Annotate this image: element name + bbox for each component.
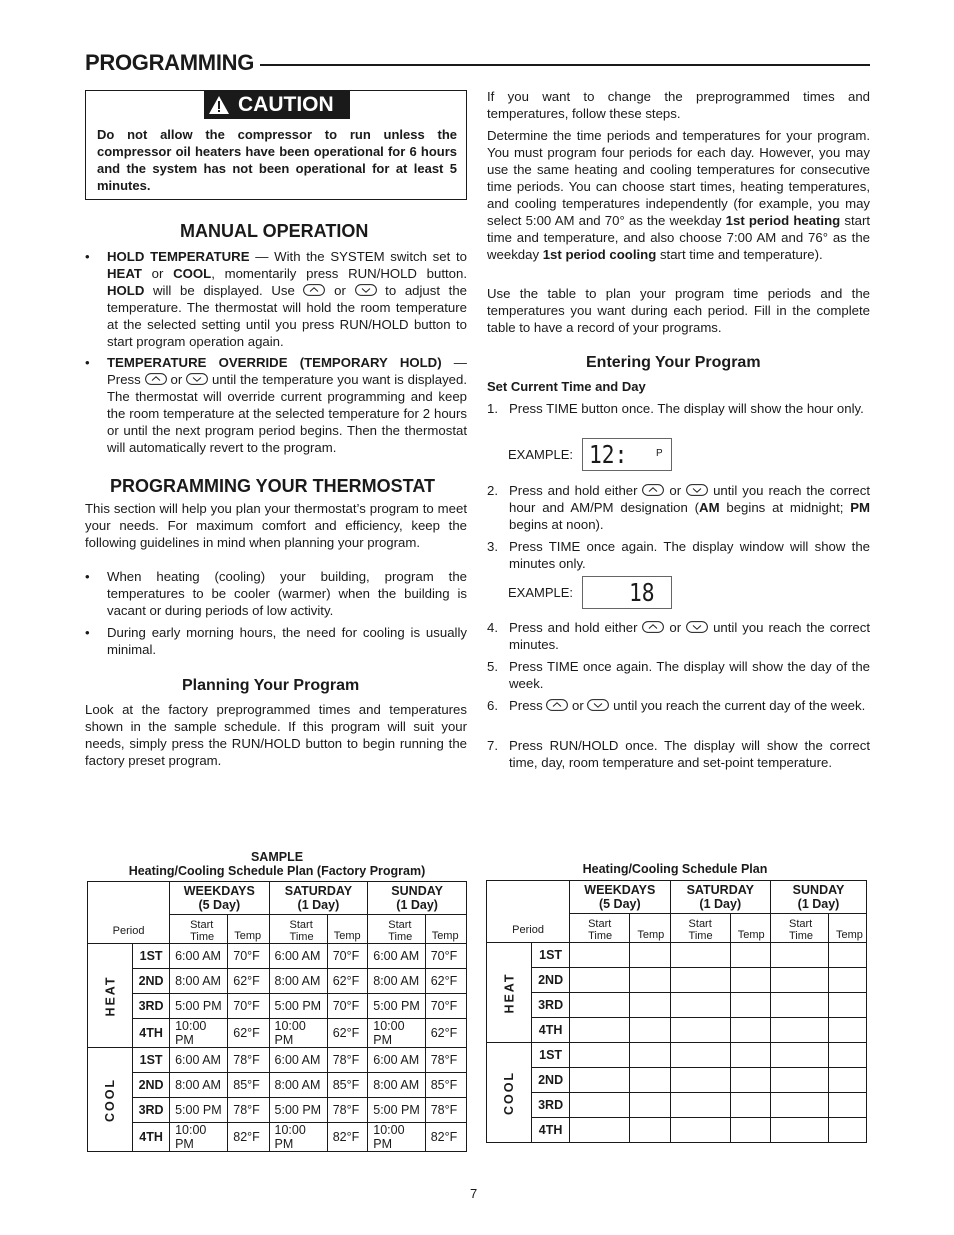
bullet: • (85, 355, 90, 370)
override-label: TEMPERATURE OVERRIDE (TEMPORARY HOLD) (107, 355, 442, 370)
am-label: AM (699, 500, 720, 515)
lcd-display-hour (582, 438, 672, 471)
table-cell: 62°F (327, 1019, 368, 1048)
saturday-header (269, 882, 368, 915)
header-line: SUNDAY (391, 884, 443, 898)
period-cell: 1ST (133, 944, 170, 969)
header-line: Start (688, 918, 712, 930)
text: begins at noon). (509, 517, 604, 532)
table-cell: 10:00 PM (368, 1123, 425, 1152)
text: until you reach the current day of the week. (609, 698, 866, 713)
down-arrow-button-icon (186, 373, 208, 385)
table-cell: 8:00 AM (368, 1073, 425, 1098)
step-number: 3. (487, 539, 498, 554)
table-cell: 6:00 AM (170, 1048, 228, 1073)
period-cell: 4TH (532, 1118, 570, 1143)
caution-label: CAUTION (238, 93, 334, 116)
blank-cell[interactable] (828, 1093, 866, 1118)
caution-banner (204, 91, 350, 119)
cool-text: COOL (103, 1077, 118, 1122)
table-cell: 5:00 PM (170, 1098, 228, 1123)
header-line: (1 Day) (396, 898, 438, 912)
start-time-header (368, 915, 425, 944)
text: until the temperature you want is displayed. The thermostat will override current programming and keep the room temperature at the selected temperature for 2 hours or until the next program period begins. Then the thermostat will automatically revert to the program. (107, 372, 467, 455)
heat-label (487, 943, 532, 1043)
blank-cell[interactable] (630, 1018, 670, 1043)
table-cell: 6:00 AM (170, 944, 228, 969)
guideline-text: When heating (cooling) your building, program the temperatures to be cooler (warmer) when the building is vacant or during periods of low activity. (107, 569, 467, 618)
bullet: • (85, 625, 90, 640)
start-time-header (771, 914, 829, 943)
step-number: 5. (487, 659, 498, 674)
period-cell: 1ST (532, 1043, 570, 1068)
period-cell: 2ND (133, 969, 170, 994)
blank-cell[interactable] (828, 1018, 866, 1043)
blank-cell[interactable] (670, 1018, 730, 1043)
blank-cell[interactable] (630, 1093, 670, 1118)
text: Press (509, 698, 547, 713)
table-cell: 85°F (228, 1073, 269, 1098)
table-cell: 78°F (425, 1048, 466, 1073)
period-cell: 2ND (532, 1068, 570, 1093)
sample-table-caption (88, 850, 466, 878)
table-cell: 5:00 PM (269, 1098, 327, 1123)
blank-cell[interactable] (828, 1043, 866, 1068)
table-cell: 5:00 PM (170, 994, 228, 1019)
temp-header: Temp (425, 915, 466, 944)
blank-cell[interactable] (630, 1118, 670, 1143)
header-line: WEEKDAYS (183, 884, 255, 898)
header-line: Time (289, 931, 314, 943)
guideline-text: During early morning hours, the need for cooling is usually minimal. (107, 625, 467, 657)
blank-cell[interactable] (828, 993, 866, 1018)
blank-cell[interactable] (771, 1043, 829, 1068)
blank-cell[interactable] (771, 1018, 829, 1043)
period-cell: 3RD (532, 993, 570, 1018)
step-1 (487, 400, 870, 417)
down-arrow-button-icon (686, 621, 708, 633)
step-number: 1. (487, 401, 498, 416)
text: or (664, 483, 687, 498)
table-cell: 78°F (327, 1048, 368, 1073)
blank-cell[interactable] (828, 1118, 866, 1143)
blank-cell[interactable] (828, 1068, 866, 1093)
blank-cell[interactable] (670, 943, 730, 968)
blank-cell[interactable] (771, 1093, 829, 1118)
temp-header: Temp (228, 915, 269, 944)
text: — Press (107, 355, 467, 387)
table-cell: 62°F (327, 969, 368, 994)
cool-text: COOL (502, 1070, 517, 1115)
text: until you reach the correct minutes. (509, 620, 870, 652)
step-number: 7. (487, 738, 498, 753)
table-cell: 8:00 AM (170, 969, 228, 994)
period-cell: 1ST (133, 1048, 170, 1073)
blank-cell[interactable] (570, 968, 630, 993)
header-line: WEEKDAYS (584, 883, 656, 897)
step-6 (487, 697, 870, 714)
text: to adjust the temperature. The thermostat will hold the room temperature at the selected setting until you press RUN/HOLD button to start program operation again. (107, 283, 468, 349)
blank-cell[interactable] (771, 1068, 829, 1093)
temp-header: Temp (630, 914, 670, 943)
lcd-pm-indicator: P (656, 448, 663, 459)
header-line: Time (588, 930, 613, 942)
table-cell: 10:00 PM (368, 1019, 425, 1048)
heat-label (88, 944, 133, 1048)
page-number: 7 (470, 1186, 478, 1201)
planning-heading: Planning Your Program (182, 677, 360, 694)
cool-label: COOL (173, 266, 212, 281)
text: start time and temperature). (656, 247, 823, 262)
example-label: EXAMPLE: (508, 585, 574, 600)
blank-cell[interactable] (771, 943, 829, 968)
blank-cell[interactable] (730, 1018, 770, 1043)
blank-cell[interactable] (570, 1118, 630, 1143)
step-text: Press RUN/HOLD once. The display will show the correct time, day, room temperature and set-point temperature. (509, 738, 870, 770)
blank-cell[interactable] (630, 968, 670, 993)
blank-cell[interactable] (771, 1118, 829, 1143)
period-cell: 3RD (532, 1093, 570, 1118)
text: or (325, 283, 355, 298)
blank-cell[interactable] (730, 943, 770, 968)
text: or (141, 266, 174, 281)
warning-icon (208, 95, 230, 115)
blank-cell[interactable] (828, 968, 866, 993)
title-rule (260, 64, 870, 66)
pm-label: PM (850, 500, 871, 515)
header-line: Time (789, 930, 814, 942)
table-cell: 6:00 AM (368, 944, 425, 969)
period-cell: 4TH (532, 1018, 570, 1043)
header-line: (1 Day) (797, 897, 840, 911)
table-cell: 6:00 AM (368, 1048, 425, 1073)
cool-label (487, 1043, 532, 1143)
down-arrow-button-icon (355, 284, 377, 296)
step-2 (487, 482, 870, 533)
saturday-header (670, 881, 770, 914)
lcd-digits: 18 (629, 578, 655, 607)
period-cell: 4TH (133, 1019, 170, 1048)
text: , momentarily press RUN/HOLD button. (211, 266, 467, 281)
step-5 (487, 658, 870, 692)
up-arrow-button-icon (145, 373, 167, 385)
text: Press and hold either (509, 620, 643, 635)
header-line: SATURDAY (284, 884, 353, 898)
programming-heading: PROGRAMMING YOUR THERMOSTAT (110, 476, 435, 496)
header-line: (5 Day) (598, 897, 641, 911)
blank-cell[interactable] (630, 993, 670, 1018)
text: or (664, 620, 687, 635)
table-cell: 5:00 PM (269, 994, 327, 1019)
step-number: 4. (487, 620, 498, 635)
blank-cell[interactable] (670, 1118, 730, 1143)
text: Press and hold either (509, 483, 643, 498)
step-4 (487, 619, 870, 653)
use-table-paragraph: Use the table to plan your program time periods and the temperatures you want during each period. Fill in the complete table to have a record of your programs. (487, 286, 870, 335)
header-line: (1 Day) (297, 898, 340, 912)
weekdays-header (170, 882, 269, 915)
caption-line: SAMPLE (250, 850, 304, 864)
planning-text: Look at the factory preprogrammed times and temperatures shown in the sample schedule. If this program will suit your needs, simply press the RUN/HOLD button to begin running the factory preset program. (85, 702, 467, 768)
weekdays-header (570, 881, 670, 914)
table-cell: 82°F (327, 1123, 368, 1152)
heat-text: HEAT (103, 974, 118, 1017)
cool-label (88, 1048, 133, 1152)
table-cell: 78°F (425, 1098, 466, 1123)
blank-cell[interactable] (828, 943, 866, 968)
lcd-digits: 12: (589, 440, 628, 469)
table-cell: 70°F (228, 944, 269, 969)
step-3 (487, 538, 870, 572)
hold-temperature-label: HOLD TEMPERATURE (107, 249, 250, 264)
start-time-header (670, 914, 730, 943)
page-title: PROGRAMMING (85, 50, 255, 75)
blank-cell[interactable] (771, 968, 829, 993)
blank-cell[interactable] (570, 943, 630, 968)
blank-cell[interactable] (570, 1018, 630, 1043)
up-arrow-button-icon (546, 699, 568, 711)
header-line: Start (588, 918, 612, 930)
blank-table-caption: Heating/Cooling Schedule Plan (582, 862, 768, 876)
step-text: Press TIME once again. The display will show the day of the week. (509, 659, 870, 691)
table-cell: 70°F (425, 944, 466, 969)
step-text: Press TIME button once. The display will show the hour only. (509, 401, 864, 416)
blank-cell[interactable] (670, 1068, 730, 1093)
blank-cell[interactable] (570, 1068, 630, 1093)
period-cell: 3RD (133, 1098, 170, 1123)
table-cell: 70°F (228, 994, 269, 1019)
blank-cell[interactable] (670, 1093, 730, 1118)
table-cell: 8:00 AM (269, 969, 327, 994)
blank-cell[interactable] (730, 1118, 770, 1143)
period-cell: 3RD (133, 994, 170, 1019)
caption-line: Heating/Cooling Schedule Plan (Factory Program) (128, 864, 426, 878)
step-number: 6. (487, 698, 498, 713)
table-cell: 70°F (425, 994, 466, 1019)
header-line: Time (388, 931, 413, 943)
table-cell: 62°F (228, 1019, 269, 1048)
header-line: SATURDAY (686, 883, 754, 897)
temp-header: Temp (327, 915, 368, 944)
blank-cell[interactable] (570, 1093, 630, 1118)
programming-intro: This section will help you plan your thermostat’s program to meet your needs. For maximum comfort and efficiency, keep the following guidelines in mind when planning your program. (85, 501, 467, 550)
table-cell: 6:00 AM (269, 944, 327, 969)
guideline-item (85, 624, 467, 658)
blank-cell[interactable] (570, 1043, 630, 1068)
header-line: Time (688, 930, 713, 942)
table-cell: 6:00 AM (269, 1048, 327, 1073)
table-cell: 82°F (425, 1123, 466, 1152)
header-line: Start (190, 919, 214, 931)
caution-box (85, 90, 467, 200)
text: will be displayed. Use (144, 283, 304, 298)
period-header: Period (88, 882, 170, 944)
temp-header: Temp (828, 914, 866, 943)
bullet: • (85, 249, 90, 264)
emphasis: 1st period heating (725, 213, 841, 228)
text: or (166, 372, 187, 387)
down-arrow-button-icon (587, 699, 609, 711)
header-line: (5 Day) (198, 898, 241, 912)
blank-cell[interactable] (570, 993, 630, 1018)
table-cell: 78°F (327, 1098, 368, 1123)
blank-cell[interactable] (771, 993, 829, 1018)
heat-label: HEAT (107, 266, 142, 281)
start-time-header (170, 915, 228, 944)
table-cell: 62°F (228, 969, 269, 994)
blank-cell[interactable] (730, 1043, 770, 1068)
table-cell: 8:00 AM (170, 1073, 228, 1098)
sample-schedule-table (87, 881, 467, 1152)
start-time-header (570, 914, 630, 943)
table-cell: 10:00 PM (170, 1019, 228, 1048)
table-cell: 78°F (228, 1098, 269, 1123)
table-cell: 82°F (228, 1123, 269, 1152)
text: begins at midnight; (719, 500, 851, 515)
header-line: Start (789, 918, 813, 930)
blank-cell[interactable] (670, 1043, 730, 1068)
sunday-header (771, 881, 867, 914)
emphasis: 1st period cooling (542, 247, 657, 262)
hold-label: HOLD (107, 283, 145, 298)
text: until you reach the correct hour and AM/PM designation ( (509, 483, 870, 515)
entering-heading: Entering Your Program (586, 354, 761, 371)
table-cell: 8:00 AM (269, 1073, 327, 1098)
header-line: Start (289, 919, 313, 931)
down-arrow-button-icon (686, 484, 708, 496)
blank-cell[interactable] (670, 968, 730, 993)
blank-cell[interactable] (730, 1068, 770, 1093)
blank-cell[interactable] (670, 993, 730, 1018)
table-cell: 10:00 PM (269, 1123, 327, 1152)
period-cell: 4TH (133, 1123, 170, 1152)
heat-text: HEAT (502, 971, 517, 1014)
temperature-override-item (85, 354, 467, 456)
manual-operation-heading: MANUAL OPERATION (180, 221, 369, 241)
header-line: SUNDAY (792, 883, 845, 897)
table-cell: 78°F (228, 1048, 269, 1073)
period-cell: 1ST (532, 943, 570, 968)
blank-schedule-table (486, 880, 867, 1143)
hold-temperature-item (85, 248, 467, 350)
step-number: 2. (487, 483, 498, 498)
text: or (568, 698, 588, 713)
table-cell: 10:00 PM (170, 1123, 228, 1152)
blank-cell[interactable] (730, 1093, 770, 1118)
text: — With the SYSTEM switch set to (249, 249, 468, 264)
table-cell: 70°F (327, 944, 368, 969)
table-cell: 5:00 PM (368, 1098, 425, 1123)
header-line: (1 Day) (699, 897, 742, 911)
guideline-item (85, 568, 467, 619)
blank-cell[interactable] (730, 968, 770, 993)
table-cell: 70°F (327, 994, 368, 1019)
up-arrow-button-icon (642, 484, 664, 496)
period-cell: 2ND (532, 968, 570, 993)
set-time-heading: Set Current Time and Day (487, 379, 646, 394)
text: start time and temperature, and also choose 7:00 AM and 76° as the weekday (487, 213, 871, 262)
table-cell: 8:00 AM (368, 969, 425, 994)
period-cell: 2ND (133, 1073, 170, 1098)
example-label: EXAMPLE: (508, 447, 574, 462)
table-cell: 10:00 PM (269, 1019, 327, 1048)
bullet: • (85, 569, 90, 584)
step-7 (487, 737, 870, 771)
sunday-header (368, 882, 467, 915)
caution-text: Do not allow the compressor to run unless the compressor oil heaters have been operational for 6 hours and the system has not been operational for at least 5 minutes. (97, 127, 457, 193)
table-cell: 5:00 PM (368, 994, 425, 1019)
blank-cell[interactable] (730, 993, 770, 1018)
up-arrow-button-icon (642, 621, 664, 633)
intro-paragraph: If you want to change the preprogrammed times and temperatures, follow these steps. (487, 89, 870, 121)
header-line: Time (190, 931, 215, 943)
up-arrow-button-icon (303, 284, 325, 296)
determine-paragraph (487, 127, 870, 263)
start-time-header (269, 915, 327, 944)
step-text: Press TIME once again. The display window will show the minutes only. (509, 539, 870, 571)
blank-cell[interactable] (630, 943, 670, 968)
table-cell: 62°F (425, 1019, 466, 1048)
table-cell: 62°F (425, 969, 466, 994)
table-cell: 85°F (327, 1073, 368, 1098)
temp-header: Temp (730, 914, 770, 943)
blank-cell[interactable] (630, 1068, 670, 1093)
text: Determine the time periods and temperatures for your program. You must program four periods for each day. However, you may use the same heating and cooling temperatures for consecutive time periods. You can choose start times, heating temperatures, and cooling temperatures independently (for example, you may select 5:00 AM and 70° as the weekday (487, 128, 870, 228)
period-header: Period (487, 881, 570, 943)
blank-cell[interactable] (630, 1043, 670, 1068)
lcd-display-minutes (582, 576, 672, 609)
header-line: Start (388, 919, 412, 931)
table-cell: 85°F (425, 1073, 466, 1098)
